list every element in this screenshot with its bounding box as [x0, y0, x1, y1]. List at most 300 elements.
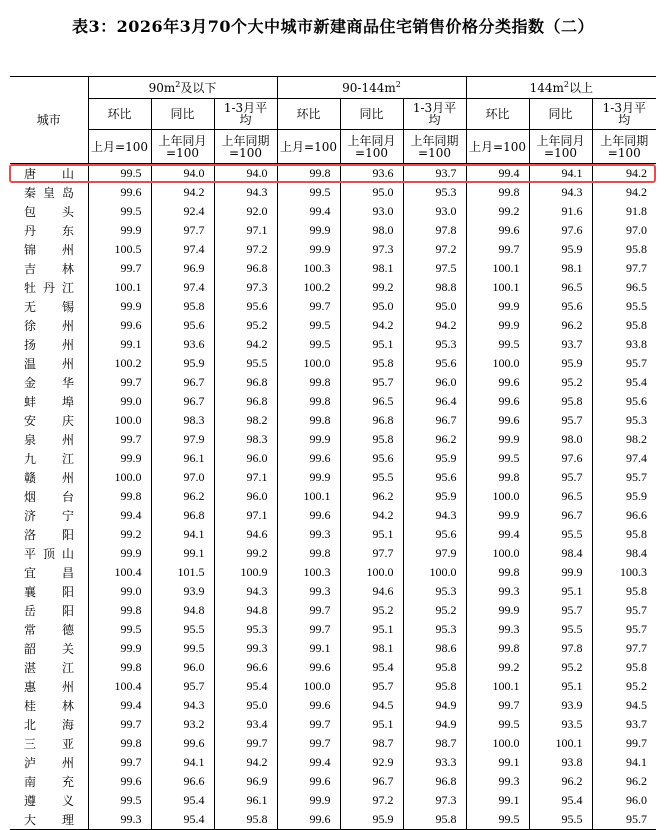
- table-row: [10, 620, 656, 639]
- index-value: 95.9: [151, 354, 214, 373]
- index-value: 97.5: [403, 259, 466, 278]
- index-value: 99.5: [466, 810, 529, 830]
- city-name: 湛 江: [10, 658, 88, 677]
- index-value: 100.9: [214, 563, 277, 582]
- index-value: 99.3: [88, 810, 151, 830]
- city-column-header: 城市: [10, 77, 88, 164]
- city-name: 北 海: [10, 715, 88, 734]
- index-value: 95.5: [529, 810, 592, 830]
- index-value: 99.4: [309, 204, 331, 218]
- index-value: 99.6: [309, 451, 331, 465]
- index-value: 95.7: [529, 411, 592, 430]
- index-value: 99.5: [498, 451, 520, 465]
- index-value: 91.8: [626, 204, 648, 218]
- table-row: [10, 582, 656, 601]
- index-value: 96.7: [529, 506, 592, 525]
- index-value: 97.2: [214, 240, 277, 259]
- index-value: 94.2: [340, 506, 403, 525]
- index-value: 98.0: [340, 221, 403, 240]
- index-value: 99.5: [309, 337, 331, 351]
- index-value: 95.1: [340, 715, 403, 734]
- index-value: 99.6: [309, 508, 331, 522]
- index-value: 99.8: [120, 736, 142, 750]
- index-value: 93.9: [151, 582, 214, 601]
- index-value: 100.5: [114, 242, 142, 256]
- table-row: [10, 677, 656, 696]
- index-value: 94.9: [403, 715, 466, 734]
- index-value: 98.7: [340, 734, 403, 753]
- city-name: 泉 州: [10, 430, 88, 449]
- table-row: [10, 221, 656, 240]
- table-row: [10, 335, 656, 354]
- city-name: 唐 山: [10, 164, 88, 184]
- index-value: 98.3: [214, 430, 277, 449]
- city-name: 常 德: [10, 620, 88, 639]
- index-value: 99.6: [498, 394, 520, 408]
- index-value: 97.1: [214, 506, 277, 525]
- base-header: 上年同月=100: [340, 130, 403, 164]
- index-value: 97.7: [626, 261, 648, 275]
- index-value: 98.1: [340, 639, 403, 658]
- index-value: 99.5: [151, 639, 214, 658]
- city-name: 宜 昌: [10, 563, 88, 582]
- index-value: 94.5: [626, 698, 648, 712]
- base-header: 上年同月=100: [529, 130, 592, 164]
- index-value: 99.6: [498, 375, 520, 389]
- index-value: 100.0: [303, 356, 331, 370]
- table-row: [10, 373, 656, 392]
- city-name: 襄 阳: [10, 582, 88, 601]
- metric-header: 环比: [466, 99, 529, 130]
- index-value: 99.7: [309, 622, 331, 636]
- table-row: [10, 164, 656, 184]
- index-value: 99.6: [309, 660, 331, 674]
- index-value: 99.1: [498, 793, 520, 807]
- base-header: 上年同期=100: [592, 130, 656, 164]
- index-value: 100.0: [114, 413, 142, 427]
- index-value: 100.0: [340, 563, 403, 582]
- index-value: 95.8: [340, 430, 403, 449]
- city-name: 无 锡: [10, 297, 88, 316]
- index-value: 94.3: [529, 183, 592, 202]
- table-row: [10, 297, 656, 316]
- index-value: 94.2: [340, 316, 403, 335]
- index-value: 93.6: [151, 335, 214, 354]
- index-value: 97.9: [403, 544, 466, 563]
- index-value: 97.6: [529, 221, 592, 240]
- index-value: 99.7: [309, 736, 331, 750]
- index-value: 95.1: [340, 335, 403, 354]
- table-row: [10, 449, 656, 468]
- table-row: [10, 506, 656, 525]
- index-value: 97.4: [151, 278, 214, 297]
- index-value: 95.5: [626, 299, 648, 313]
- index-value: 96.2: [626, 774, 648, 788]
- index-value: 95.7: [529, 468, 592, 487]
- index-value: 99.6: [498, 413, 520, 427]
- metric-header: 环比: [277, 99, 340, 130]
- index-value: 95.4: [626, 375, 648, 389]
- index-value: 99.5: [309, 185, 331, 199]
- index-value: 100.1: [492, 261, 520, 275]
- index-value: 99.4: [120, 508, 142, 522]
- index-value: 99.9: [120, 451, 142, 465]
- index-value: 95.1: [529, 582, 592, 601]
- city-name: 牡 丹 江: [10, 278, 88, 297]
- index-value: 94.2: [403, 316, 466, 335]
- index-value: 96.9: [151, 259, 214, 278]
- index-value: 95.4: [151, 810, 214, 830]
- index-value: 97.1: [214, 221, 277, 240]
- index-value: 100.4: [114, 679, 142, 693]
- index-value: 96.0: [151, 658, 214, 677]
- header-metric-row: [10, 99, 656, 130]
- index-value: 99.3: [309, 584, 331, 598]
- index-value: 98.8: [403, 278, 466, 297]
- index-value: 95.9: [529, 354, 592, 373]
- index-value: 99.8: [309, 394, 331, 408]
- index-value: 99.9: [120, 223, 142, 237]
- index-value: 96.5: [340, 392, 403, 411]
- index-value: 99.3: [498, 584, 520, 598]
- city-name: 吉 林: [10, 259, 88, 278]
- index-value: 93.0: [340, 202, 403, 221]
- city-name: 赣 州: [10, 468, 88, 487]
- index-value: 97.4: [151, 240, 214, 259]
- index-value: 95.7: [592, 810, 656, 830]
- index-value: 95.8: [626, 584, 648, 598]
- index-value: 95.2: [403, 601, 466, 620]
- index-value: 95.6: [151, 316, 214, 335]
- index-value: 97.8: [403, 221, 466, 240]
- index-value: 96.0: [214, 487, 277, 506]
- city-name: 韶 关: [10, 639, 88, 658]
- index-value: 99.9: [498, 318, 520, 332]
- index-value: 99.7: [309, 717, 331, 731]
- index-value: 95.9: [529, 240, 592, 259]
- index-value: 99.9: [498, 299, 520, 313]
- index-value: 96.8: [214, 392, 277, 411]
- index-value: 99.7: [309, 299, 331, 313]
- index-value: 95.2: [529, 373, 592, 392]
- index-value: 95.0: [340, 183, 403, 202]
- city-name: 岳 阳: [10, 601, 88, 620]
- table-row: [10, 791, 656, 810]
- index-value: 99.9: [120, 299, 142, 313]
- index-value: 95.4: [151, 791, 214, 810]
- metric-header: 同比: [151, 99, 214, 130]
- table-row: [10, 240, 656, 259]
- index-value: 93.7: [529, 335, 592, 354]
- index-value: 99.3: [214, 639, 277, 658]
- index-value: 95.2: [340, 601, 403, 620]
- index-value: 99.0: [120, 584, 142, 598]
- header-base-row: [10, 130, 656, 164]
- city-name: 安 庆: [10, 411, 88, 430]
- index-value: 95.3: [403, 620, 466, 639]
- base-header: 上月=100: [466, 130, 529, 164]
- metric-header: 同比: [340, 99, 403, 130]
- city-name: 洛 阳: [10, 525, 88, 544]
- index-value: 99.8: [309, 413, 331, 427]
- table-row: [10, 487, 656, 506]
- index-value: 99.6: [309, 774, 331, 788]
- index-value: 99.1: [498, 755, 520, 769]
- index-value: 100.0: [114, 470, 142, 484]
- index-value: 99.7: [120, 375, 142, 389]
- index-value: 99.8: [309, 546, 331, 560]
- index-value: 97.9: [151, 430, 214, 449]
- index-value: 95.1: [340, 525, 403, 544]
- index-value: 99.7: [309, 603, 331, 617]
- index-value: 99.5: [120, 793, 142, 807]
- index-value: 97.3: [403, 791, 466, 810]
- index-value: 97.0: [626, 223, 648, 237]
- index-value: 98.1: [340, 259, 403, 278]
- metric-header: 环比: [88, 99, 151, 130]
- index-value: 94.2: [151, 183, 214, 202]
- index-value: 99.7: [120, 755, 142, 769]
- metric-header: 同比: [529, 99, 592, 130]
- index-value: 97.3: [214, 278, 277, 297]
- index-value: 96.0: [403, 373, 466, 392]
- city-name: 温 州: [10, 354, 88, 373]
- index-value: 94.8: [151, 601, 214, 620]
- index-value: 99.8: [498, 185, 520, 199]
- index-value: 96.8: [151, 506, 214, 525]
- table-body: [10, 164, 656, 830]
- index-value: 97.2: [403, 240, 466, 259]
- table-row: [10, 354, 656, 373]
- index-value: 95.3: [403, 335, 466, 354]
- index-value: 95.6: [214, 297, 277, 316]
- base-header: 上年同月=100: [151, 130, 214, 164]
- index-value: 92.0: [214, 202, 277, 221]
- index-value: 99.9: [120, 641, 142, 655]
- index-value: 95.6: [529, 297, 592, 316]
- index-value: 96.2: [529, 772, 592, 791]
- index-value: 99.6: [277, 810, 340, 830]
- index-value: 101.5: [151, 563, 214, 582]
- index-value: 99.7: [498, 698, 520, 712]
- index-value: 95.4: [214, 677, 277, 696]
- index-value: 95.5: [529, 525, 592, 544]
- index-value: 99.7: [498, 242, 520, 256]
- index-value: 96.6: [151, 772, 214, 791]
- city-name: 包 头: [10, 202, 88, 221]
- index-value: 95.6: [340, 449, 403, 468]
- index-value: 94.1: [151, 525, 214, 544]
- index-value: 96.7: [151, 373, 214, 392]
- index-value: 93.8: [626, 337, 648, 351]
- index-value: 96.5: [529, 487, 592, 506]
- city-name: 徐 州: [10, 316, 88, 335]
- base-header: 上月=100: [277, 130, 340, 164]
- index-value: 97.8: [529, 639, 592, 658]
- index-value: 99.6: [120, 774, 142, 788]
- index-value: 95.1: [529, 677, 592, 696]
- index-value: 93.3: [403, 753, 466, 772]
- index-value: 95.9: [403, 487, 466, 506]
- index-value: 98.4: [626, 546, 648, 560]
- index-value: 96.7: [403, 411, 466, 430]
- index-value: 94.2: [214, 335, 277, 354]
- index-value: 100.3: [620, 565, 648, 579]
- index-value: 94.3: [403, 506, 466, 525]
- index-value: 99.4: [309, 755, 331, 769]
- index-value: 99.7: [120, 261, 142, 275]
- index-value: 99.8: [498, 565, 520, 579]
- index-value: 96.1: [214, 791, 277, 810]
- base-header: 上月=100: [88, 130, 151, 164]
- index-value: 100.3: [303, 565, 331, 579]
- index-value: 95.8: [340, 354, 403, 373]
- index-value: 99.1: [120, 337, 142, 351]
- index-value: 99.5: [120, 166, 142, 180]
- city-name: 九 江: [10, 449, 88, 468]
- index-value: 95.2: [529, 658, 592, 677]
- index-value: 95.7: [529, 601, 592, 620]
- index-value: 99.9: [309, 432, 331, 446]
- city-name: 丹 东: [10, 221, 88, 240]
- index-value: 95.1: [340, 620, 403, 639]
- table-row: [10, 392, 656, 411]
- index-value: 96.0: [214, 449, 277, 468]
- group-header-144-above: $144m^2$以上: [466, 77, 656, 99]
- index-value: 100.0: [492, 546, 520, 560]
- index-value: 99.8: [120, 603, 142, 617]
- index-value: 99.7: [214, 734, 277, 753]
- index-value: 95.6: [403, 354, 466, 373]
- index-value: 94.2: [626, 166, 648, 180]
- table-row: [10, 316, 656, 335]
- index-value: 99.8: [120, 489, 142, 503]
- table-row: [10, 183, 656, 202]
- index-value: 95.5: [340, 468, 403, 487]
- index-value: 100.0: [403, 563, 466, 582]
- city-name: 惠 州: [10, 677, 88, 696]
- group-header-90-144: $90-144m^2$: [277, 77, 466, 99]
- price-index-table: [10, 76, 656, 830]
- index-value: 95.8: [403, 658, 466, 677]
- table-row: [10, 734, 656, 753]
- index-value: 97.6: [529, 449, 592, 468]
- index-value: 97.4: [626, 451, 648, 465]
- index-value: 100.1: [492, 280, 520, 294]
- index-value: 99.3: [498, 774, 520, 788]
- city-name: 扬 州: [10, 335, 88, 354]
- index-value: 99.8: [120, 660, 142, 674]
- index-value: 99.4: [498, 527, 520, 541]
- index-value: 95.8: [151, 297, 214, 316]
- table-row: [10, 525, 656, 544]
- index-value: 95.9: [340, 810, 403, 830]
- index-value: 96.8: [403, 772, 466, 791]
- index-value: 93.7: [403, 164, 466, 184]
- index-value: 99.9: [498, 603, 520, 617]
- index-value: 99.9: [309, 223, 331, 237]
- index-value: 97.7: [151, 221, 214, 240]
- table-row: [10, 753, 656, 772]
- index-value: 95.2: [214, 316, 277, 335]
- index-value: 93.7: [626, 717, 648, 731]
- table-row: [10, 715, 656, 734]
- index-value: 93.5: [529, 715, 592, 734]
- index-value: 97.2: [340, 791, 403, 810]
- index-value: 94.1: [529, 164, 592, 184]
- city-name: 平 顶 山: [10, 544, 88, 563]
- index-value: 99.1: [151, 544, 214, 563]
- index-value: 99.7: [120, 432, 142, 446]
- index-value: 96.0: [626, 793, 648, 807]
- index-value: 94.6: [340, 582, 403, 601]
- index-value: 100.0: [492, 356, 520, 370]
- index-value: 99.5: [120, 204, 142, 218]
- table-row: [10, 696, 656, 715]
- index-value: 98.0: [529, 430, 592, 449]
- index-value: 96.1: [151, 449, 214, 468]
- city-name: 济 宁: [10, 506, 88, 525]
- index-value: 99.2: [340, 278, 403, 297]
- table-row: [10, 658, 656, 677]
- table-row: [10, 563, 656, 582]
- index-value: 100.2: [303, 280, 331, 294]
- metric-header: 1-3月平均: [214, 99, 277, 130]
- index-value: 98.2: [626, 432, 648, 446]
- index-value: 93.9: [529, 696, 592, 715]
- index-value: 96.5: [626, 280, 648, 294]
- base-header: 上年同期=100: [403, 130, 466, 164]
- index-value: 94.0: [151, 164, 214, 184]
- index-value: 95.3: [214, 620, 277, 639]
- index-value: 96.7: [340, 772, 403, 791]
- index-value: 96.5: [529, 278, 592, 297]
- index-value: 94.5: [340, 696, 403, 715]
- index-value: 100.3: [303, 261, 331, 275]
- index-value: 95.6: [403, 525, 466, 544]
- index-value: 96.8: [340, 411, 403, 430]
- index-value: 96.8: [214, 259, 277, 278]
- index-value: 95.5: [214, 354, 277, 373]
- index-value: 96.2: [151, 487, 214, 506]
- index-value: 94.0: [214, 164, 277, 184]
- index-value: 99.2: [214, 544, 277, 563]
- index-value: 100.0: [492, 736, 520, 750]
- index-value: 99.6: [120, 318, 142, 332]
- index-value: 95.5: [151, 620, 214, 639]
- index-value: 100.0: [492, 489, 520, 503]
- index-value: 96.2: [529, 316, 592, 335]
- index-value: 95.8: [403, 810, 466, 830]
- index-value: 99.2: [498, 660, 520, 674]
- index-value: 94.2: [626, 185, 648, 199]
- index-value: 95.3: [403, 183, 466, 202]
- city-name: 锦 州: [10, 240, 88, 259]
- index-value: 98.3: [151, 411, 214, 430]
- index-value: 100.1: [303, 489, 331, 503]
- index-value: 94.8: [214, 601, 277, 620]
- index-value: 99.4: [120, 698, 142, 712]
- metric-header: 1-3月平均: [592, 99, 656, 130]
- index-value: 99.0: [120, 394, 142, 408]
- city-name: 泸 州: [10, 753, 88, 772]
- index-value: 99.8: [309, 375, 331, 389]
- index-value: 95.2: [626, 679, 648, 693]
- index-value: 95.6: [626, 394, 648, 408]
- table-row: [10, 639, 656, 658]
- index-value: 95.5: [529, 620, 592, 639]
- city-name: 蚌 埠: [10, 392, 88, 411]
